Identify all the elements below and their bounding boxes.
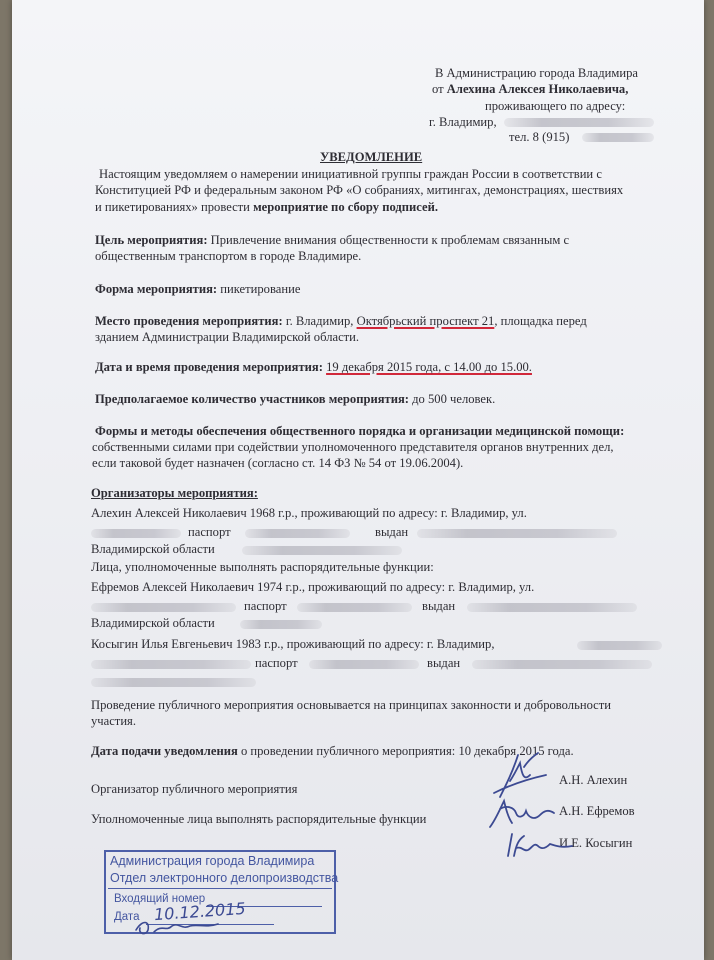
goal-text: Привлечение внимания общественности к проблемам связанным с (207, 233, 570, 247)
redacted-issuer-1b (242, 546, 402, 555)
signatory-name-2: А.Н. Ефремов (559, 804, 635, 818)
order-line-2: если таковой будет назначен (согласно ст. 14 ФЗ № 54 от 19.06.2004). (92, 456, 464, 470)
signature-kosygin (502, 826, 582, 862)
redacted-issuer-3 (472, 660, 652, 669)
redacted-phone (582, 133, 654, 142)
date-label: Дата и время проведения мероприятия: (95, 360, 323, 374)
goal-line-1 (95, 233, 569, 248)
stamp-divider (108, 888, 332, 889)
place-line-1 (95, 314, 587, 329)
signatory-name-3: И.Е. Косыгин (559, 836, 633, 850)
order-label: Формы и методы обеспечения общественного порядка и организации медицинской помощи: (95, 424, 625, 438)
signatory-name-1: А.Н. Алехин (559, 773, 628, 787)
redacted-street-3b (91, 660, 251, 669)
principles-line-2: участия. (91, 714, 136, 728)
organizer-1-passport: паспорт (188, 525, 231, 539)
participants-line (95, 392, 495, 407)
organizer-3-issued: выдан (427, 656, 461, 670)
organizers-heading: Организаторы мероприятия: (91, 486, 258, 500)
organizer-1-line-3: Владимирской области (91, 542, 215, 556)
goal-line-2: общественным транспортом в городе Владимире. (95, 249, 362, 263)
organizer-2-line-3: Владимирской области (91, 616, 215, 630)
redacted-passport-1 (245, 529, 350, 538)
organizer-2-issued: выдан (422, 599, 456, 613)
redacted-passport-2 (297, 603, 412, 612)
addressee-line: В Администрацию города Владимира (435, 66, 638, 80)
goal-label: Цель мероприятия: (95, 233, 208, 247)
organizer-signature-label: Организатор публичного мероприятия (91, 782, 298, 796)
document-page (12, 0, 704, 960)
delegates-heading: Лица, уполномоченные выполнять распорядительные функции: (91, 560, 434, 574)
date-line (95, 360, 532, 375)
stamp-org: Администрация города Владимира (110, 854, 315, 868)
principles-line-1: Проведение публичного мероприятия основывается на принципах законности и добровольности (91, 698, 612, 712)
registration-stamp (104, 850, 339, 934)
submission-label: Дата подачи уведомления (91, 744, 238, 758)
place-city: г. Владимир, (282, 314, 357, 328)
stamp-date-label: Дата (114, 911, 140, 923)
organizer-3-line-1: Косыгин Илья Евгеньевич 1983 г.р., проживающий по адресу: г. Владимир, (91, 637, 495, 651)
participants-label: Предполагаемое количество участников мероприятия: (95, 392, 409, 406)
redacted-passport-3 (309, 660, 419, 669)
redacted-issuer-3b (91, 678, 256, 687)
place-line-2: зданием Администрации Владимирской области. (95, 330, 360, 344)
stamp-initials (132, 916, 222, 938)
document-title: УВЕДОМЛЕНИЕ (320, 150, 423, 164)
organizer-1-line-1: Алехин Алексей Николаевич 1968 г.р., проживающий по адресу: г. Владимир, ул. (91, 506, 527, 520)
intro-line-2: Конституцией РФ и федеральным законом РФ «О собраниях, митингах, демонстрациях, шествиях (95, 183, 624, 197)
authorized-signature-label: Уполномоченные лица выполнять распорядительные функции (91, 812, 427, 826)
participants-value: до 500 человек. (408, 392, 496, 406)
submission-value: о проведении публичного мероприятия: 10 декабря 2015 года. (237, 744, 574, 758)
form-label: Форма мероприятия: (95, 282, 218, 296)
stamp-department: Отдел электронного делопроизводства (110, 871, 339, 885)
sender-line (432, 82, 628, 97)
organizer-1-issued: выдан (375, 525, 409, 539)
place-area: , площадка перед (494, 314, 587, 328)
redacted-issuer-2 (467, 603, 637, 612)
redacted-address (504, 118, 654, 127)
sender-name: Алехина Алексея Николаевича, (446, 82, 629, 96)
form-line (95, 282, 300, 297)
redacted-issuer-1 (417, 529, 617, 538)
address-city: г. Владимир, (429, 115, 497, 129)
place-address: Октябрьский проспект 21 (356, 314, 495, 328)
date-value: 19 декабря 2015 года, с 14.00 до 15.00. (326, 360, 532, 374)
stamp-incoming-label: Входящий номер (114, 893, 206, 905)
event-type: мероприятие по сбору подписей. (253, 200, 439, 214)
order-line-1: собственными силами при содействии уполномоченного представителя органов внутренних дел, (92, 440, 614, 454)
redacted-street-3 (577, 641, 662, 650)
stamp-date-value: 10.12.2015 (153, 898, 247, 925)
redacted-issuer-2b (240, 620, 322, 629)
intro-line-3-text: и пикетированиях» провести (95, 200, 254, 214)
organizer-2-line-1: Ефремов Алексей Николаевич 1974 г.р., проживающий по адресу: г. Владимир, ул. (91, 580, 535, 594)
organizer-2-passport: паспорт (244, 599, 287, 613)
phone-line: тел. 8 (915) (509, 130, 570, 144)
redacted-street-1 (91, 529, 181, 538)
intro-line-1: Настоящим уведомляем о намерении инициативной группы граждан России в соответствии с (99, 167, 602, 181)
organizer-3-passport: паспорт (255, 656, 298, 670)
place-label: Место проведения мероприятия: (95, 314, 283, 328)
form-value: пикетирование (217, 282, 301, 296)
sender-prefix: от (432, 82, 447, 96)
address-caption: проживающего по адресу: (485, 99, 626, 113)
redacted-street-2 (91, 603, 236, 612)
intro-line-3 (95, 200, 438, 215)
